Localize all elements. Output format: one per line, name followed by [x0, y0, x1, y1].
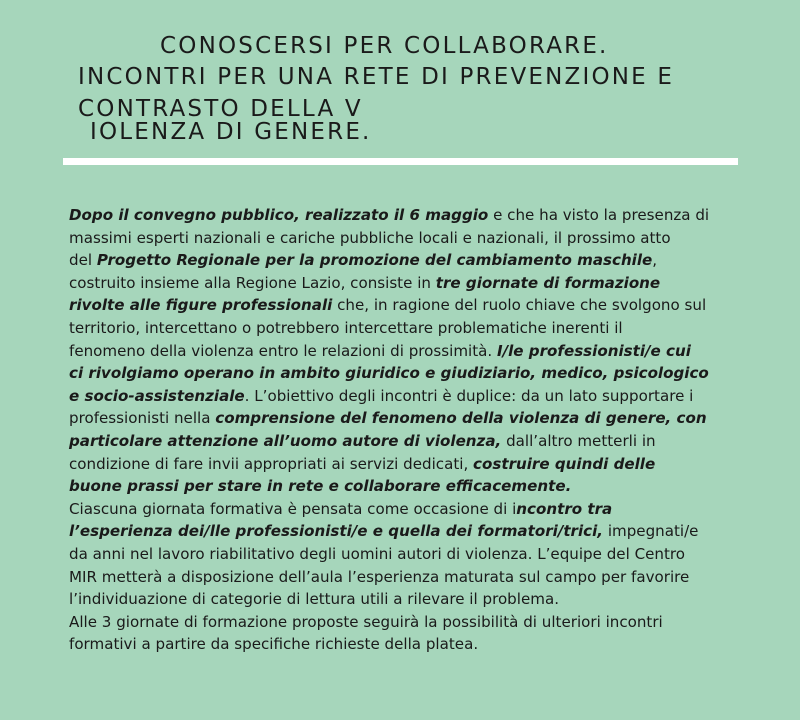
body-line: [69, 543, 739, 566]
body-segment: fenomeno della violenza entro le relazioni di prossimità.: [69, 341, 497, 360]
body-emphasis: rivolte alle figure professionali: [69, 296, 333, 315]
body-line: [69, 294, 739, 317]
body-emphasis: Progetto Regionale per la promozione del cambiamento maschile: [96, 251, 653, 270]
body-line: [69, 227, 739, 250]
body-emphasis: Dopo il convegno pubblico, realizzato il 6 maggio: [69, 206, 489, 224]
body-segment: da anni nel lavoro riabilitativo degli uomini autori di violenza. L’equipe del Centro: [69, 544, 685, 563]
body-line: [69, 611, 739, 634]
body-segment: professionisti nella: [69, 409, 216, 428]
body-emphasis: buone prassi per stare in rete e collaborare efficacemente.: [69, 477, 572, 496]
body-line: [69, 588, 739, 611]
body-line: [69, 566, 739, 589]
body-line: [69, 430, 739, 453]
body-line: [69, 340, 739, 363]
body-segment: dall’altro metterli in: [501, 431, 656, 450]
body-emphasis: e socio-assistenziale: [69, 386, 245, 405]
title-line-3: CONTRASTO DELLA V: [78, 96, 363, 122]
body-segment: Ciascuna giornata formativa è pensata come occasione di i: [69, 499, 517, 518]
body-line: [69, 317, 739, 340]
body-segment: . L’obiettivo degli incontri è duplice: da un lato supportare i: [244, 386, 694, 405]
body-segment: territorio, intercettano o potrebbero intercettare problematiche inerenti il: [69, 318, 623, 337]
body-segment: condizione di fare invii appropriati ai servizi dedicati,: [69, 454, 474, 473]
body-emphasis: ncontro tra: [516, 499, 613, 518]
title-line-2: INCONTRI PER UNA RETE DI PREVENZIONE E: [78, 64, 675, 90]
body-line: [69, 385, 739, 408]
body-segment: del: [69, 251, 97, 270]
title-line-4: IOLENZA DI GENERE.: [90, 119, 372, 145]
body-segment: l’individuazione di categorie di lettura utili a rilevare il problema.: [69, 590, 559, 609]
body-line: [69, 272, 739, 295]
body-line: [69, 633, 739, 656]
body-emphasis: ci rivolgiamo operano in ambito giuridico e giudiziario, medico, psicologico: [69, 364, 709, 383]
body-line: [69, 498, 739, 521]
body-segment: e che ha visto la presenza di: [488, 206, 710, 224]
body-segment: impegnati/e: [603, 522, 699, 541]
body-line: [69, 249, 739, 272]
body-segment: Alle 3 giornate di formazione proposte seguirà la possibilità di ulteriori incontri: [69, 612, 663, 631]
body-line: [69, 520, 739, 543]
title-block: [0, 0, 800, 160]
body-text: [69, 204, 739, 656]
divider: [63, 158, 738, 165]
body-emphasis: comprensione del fenomeno della violenza di genere, con: [215, 409, 707, 428]
body-segment: che, in ragione del ruolo chiave che svolgono sul: [332, 296, 707, 315]
body-emphasis: particolare attenzione all’uomo autore di violenza,: [69, 431, 502, 450]
body-emphasis: tre giornate di formazione: [435, 273, 661, 292]
body-segment: massimi esperti nazionali e cariche pubbliche locali e nazionali, il prossimo atto: [69, 228, 671, 247]
body-line: [69, 453, 739, 476]
body-segment: ,: [652, 251, 658, 270]
body-line: [69, 407, 739, 430]
body-segment: costruito insieme alla Regione Lazio, consiste in: [69, 273, 436, 292]
body-segment: MIR metterà a disposizione dell’aula l’esperienza maturata sul campo per favorire: [69, 567, 690, 586]
body-line: [69, 475, 739, 498]
title-line-1: CONOSCERSI PER COLLABORARE.: [160, 33, 609, 59]
body-line: [69, 204, 739, 227]
body-line: [69, 362, 739, 385]
body-emphasis: l’esperienza dei/lle professionisti/e e quella dei formatori/trici,: [69, 522, 604, 541]
body-segment: formativi a partire da specifiche richieste della platea.: [69, 635, 479, 654]
body-emphasis: costruire quindi delle: [473, 454, 656, 473]
body-emphasis: I/le professionisti/e cui: [496, 341, 691, 360]
